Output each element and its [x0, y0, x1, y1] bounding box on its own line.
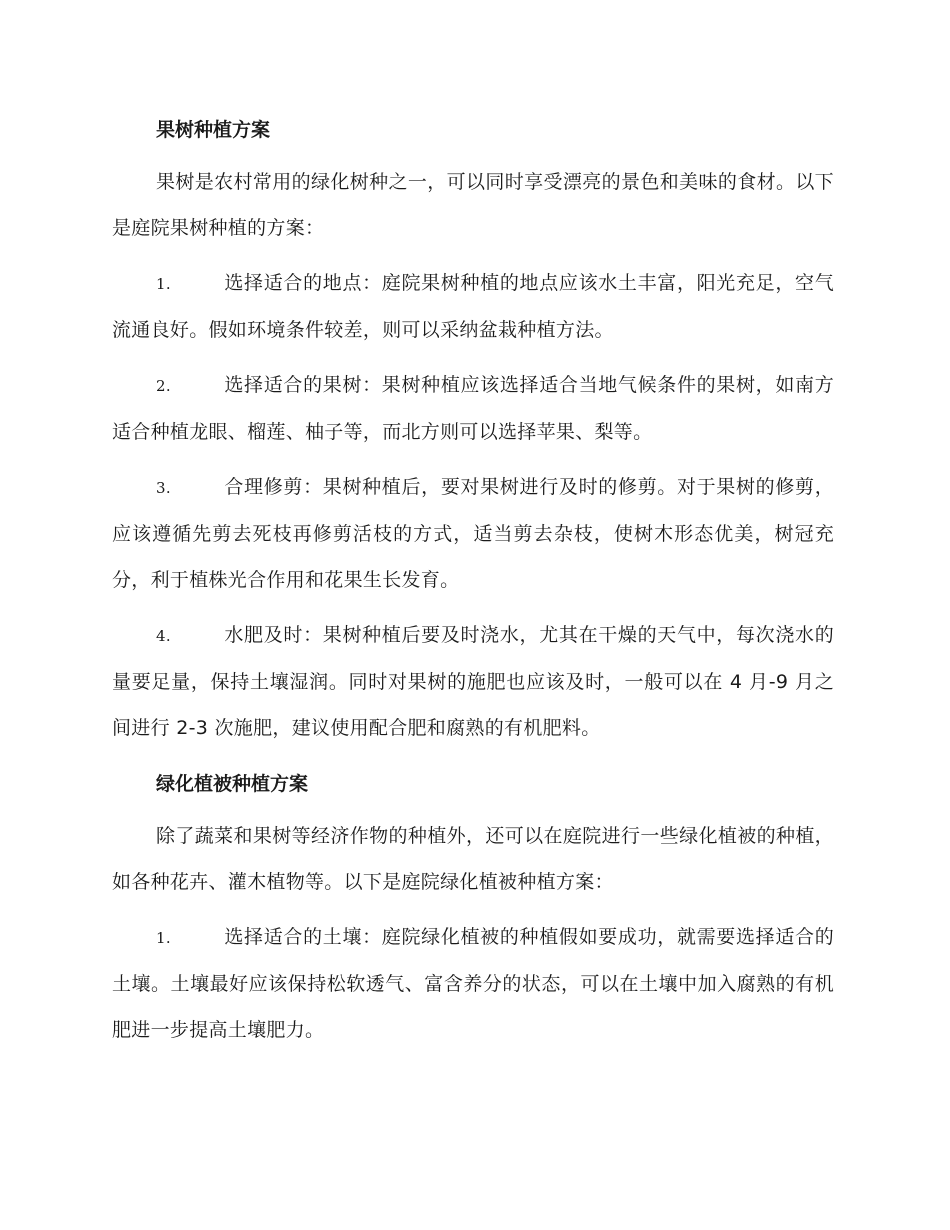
list-item [112, 362, 834, 455]
list-item-text: 选择适合的果树：果树种植应该选择适合当地气候条件的果树，如南方适合种植龙眼、榴莲、柚子等，而北方则可以选择苹果、梨等。 [112, 374, 834, 443]
list-item-number: 1. [156, 275, 171, 293]
list-item [112, 914, 834, 1053]
section-heading-greenery: 绿化植被种植方案 [156, 773, 309, 795]
list-item-text: 选择适合的地点：庭院果树种植的地点应该水土丰富，阳光充足，空气流通良好。假如环境条件较差，则可以采纳盆栽种植方法。 [112, 272, 834, 341]
list-item [112, 260, 834, 353]
list-item-text: 水肥及时：果树种植后要及时浇水，尤其在干燥的天气中，每次浇水的量要足量，保持土壤湿润。同时对果树的施肥也应该及时，一般可以在 4 月-9 月之间进行 2-3 次施肥，建议使用配合肥和腐熟的有机肥料。 [112, 624, 834, 739]
section-intro-greenery: 除了蔬菜和果树等经济作物的种植外，还可以在庭院进行一些绿化植被的种植，如各种花卉、灌木植物等。以下是庭院绿化植被种植方案： [112, 825, 834, 893]
list-item-text: 选择适合的土壤：庭院绿化植被的种植假如要成功，就需要选择适合的土壤。土壤最好应该保持松软透气、富含养分的状态，可以在土壤中加入腐熟的有机肥进一步提高土壤肥力。 [112, 926, 834, 1041]
list-item-number: 3. [156, 479, 171, 497]
list-item-number: 4. [156, 627, 171, 645]
list-item [112, 464, 834, 603]
section-heading-fruit-trees: 果树种植方案 [156, 119, 271, 141]
list-item-number: 2. [156, 377, 171, 395]
document-page [112, 106, 834, 1062]
list-item-text: 合理修剪：果树种植后，要对果树进行及时的修剪。对于果树的修剪，应该遵循先剪去死枝再修剪活枝的方式，适当剪去杂枝，使树木形态优美，树冠充分，利于植株光合作用和花果生长发育。 [112, 476, 834, 591]
list-item [112, 612, 834, 751]
section-intro-fruit-trees: 果树是农村常用的绿化树种之一，可以同时享受漂亮的景色和美味的食材。以下是庭院果树种植的方案： [112, 171, 834, 239]
list-item-number: 1. [156, 929, 171, 947]
